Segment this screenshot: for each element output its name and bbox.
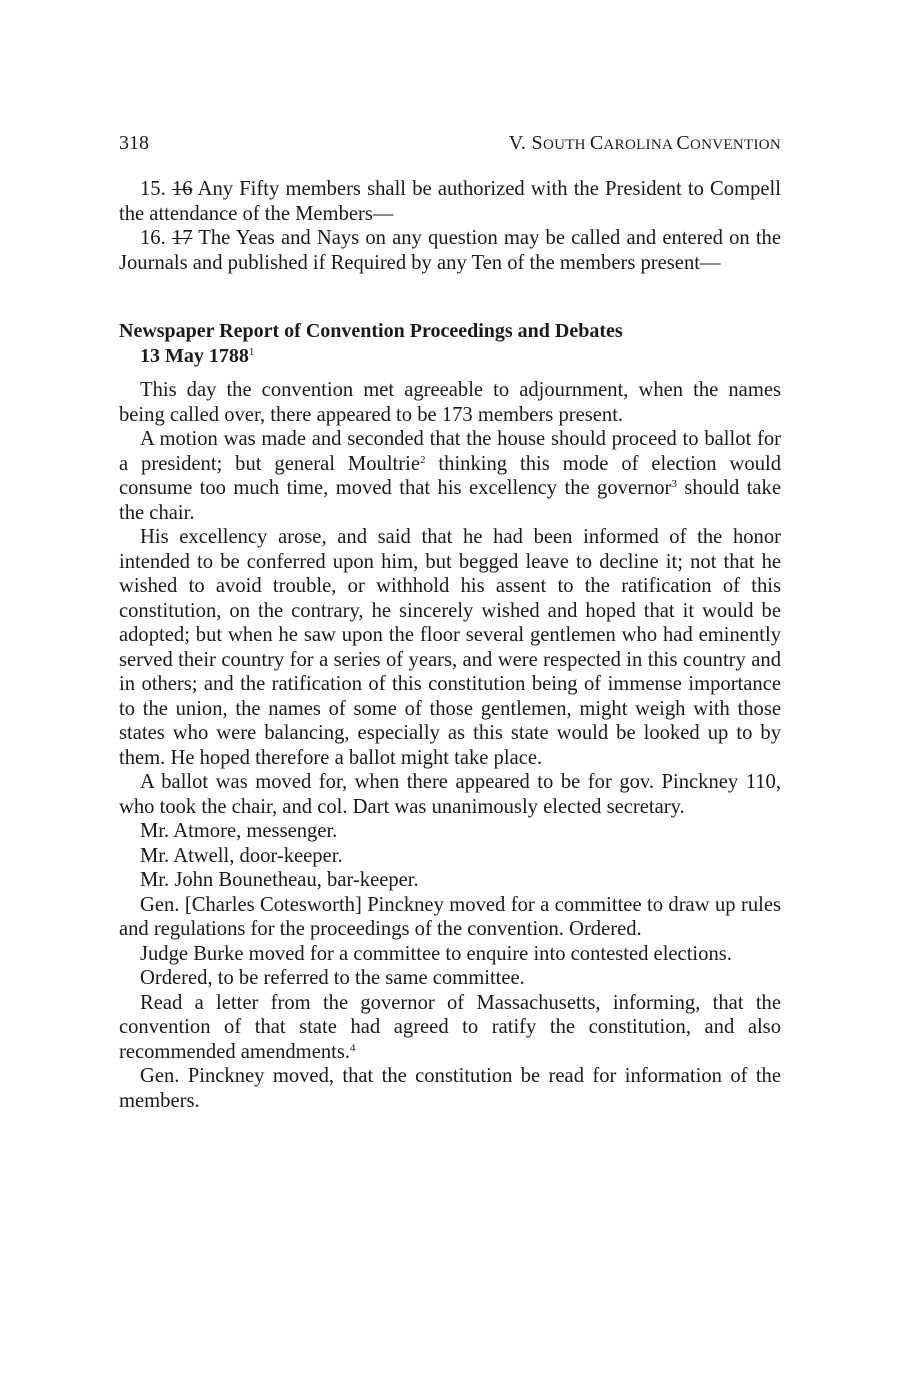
paragraph-text: Gen. [Charles Cotesworth] Pinckney moved for a committee to draw up rules and regulations for the proceedings of the convention. Ordered. xyxy=(119,893,781,940)
report-paragraph xyxy=(119,1064,781,1113)
rule-item xyxy=(119,177,781,226)
report-paragraph xyxy=(119,942,781,967)
running-title-part: C xyxy=(676,132,690,154)
section-heading xyxy=(119,319,781,368)
running-title-part: C xyxy=(589,132,604,154)
report-paragraphs xyxy=(119,378,781,1113)
document-body xyxy=(119,177,781,1113)
report-paragraph xyxy=(119,378,781,427)
rule-number: 16. xyxy=(140,227,166,249)
paragraph-text: Mr. Atmore, messenger. xyxy=(140,820,338,842)
running-title-part: OUTH xyxy=(542,137,590,153)
footnote-ref: 4 xyxy=(350,1041,356,1054)
report-paragraph xyxy=(119,427,781,525)
rule-item xyxy=(119,226,781,275)
paragraph-text: Mr. Atwell, door-keeper. xyxy=(140,844,343,867)
running-title-part: AROLINA xyxy=(603,137,677,153)
running-title xyxy=(509,128,781,160)
struck-rule-number: 17 xyxy=(171,227,193,249)
rule-text: The Yeas and Nays on any question may be called and entered on the Journals and published if Required by any Ten of the members present— xyxy=(119,227,781,274)
paragraph-text: Read a letter from the governor of Massachusetts, informing, that the convention of that state had agreed to ratify the constitution, and also recommended amendments. xyxy=(119,991,781,1063)
rule-text: Any Fifty members shall be authorized with the President to Compell the attendance of the Members— xyxy=(119,178,781,225)
footnote-ref: 2 xyxy=(420,453,426,466)
paragraph-text: This day the convention met agreeable to adjournment, when the names being called over, there appeared to be 173 members present. xyxy=(119,379,781,426)
report-paragraph xyxy=(119,844,781,869)
report-paragraph xyxy=(119,770,781,819)
report-paragraph xyxy=(119,966,781,991)
paragraph-text: A motion was made and seconded that the house should proceed to ballot for a president; but general Moultrie xyxy=(119,428,781,475)
footnote-ref: 1 xyxy=(248,345,255,358)
report-paragraph xyxy=(119,868,781,893)
struck-rule-number: 16 xyxy=(171,178,193,200)
report-paragraph xyxy=(119,525,781,770)
paragraph-text: thinking this mode of election would consume too much time, moved that his excellency the governor xyxy=(119,452,782,499)
report-paragraph xyxy=(119,893,781,942)
paragraph-text: His excellency arose, and said that he had been informed of the honor intended to be conferred upon him, but begged leave to decline it; not that he wished to avoid trouble, or withhold his assent to the ratification of this constitution, on the contrary, he sincerely wished and hoped that it would be adopted; but when he saw upon the floor several gentlemen who had eminently served their country for a series of years, and were respected in this country and in others; and the ratification of this constitution being of immense importance to the union, the names of some of those gentlemen, might weigh with those states who were balancing, especially as this state would be looked up to by them. He hoped therefore a ballot might take place. xyxy=(119,526,781,769)
paragraph-text: Judge Burke moved for a committee to enquire into contested elections. xyxy=(140,942,732,965)
paragraph-text: Mr. John Bounetheau, bar-keeper. xyxy=(140,869,419,891)
rules-list xyxy=(119,177,781,275)
paragraph-text: should take the chair. xyxy=(119,477,781,524)
paragraph-text: A ballot was moved for, when there appeared to be for gov. Pinckney 110, who took the chair, and col. Dart was unanimously elected secretary. xyxy=(119,771,781,818)
running-title-part: ONVENTION xyxy=(689,137,781,153)
footnote-ref: 3 xyxy=(671,478,677,490)
section-date-line xyxy=(119,344,781,369)
paragraph-text: Ordered, to be referred to the same committee. xyxy=(140,967,525,989)
running-title-part: V. S xyxy=(508,132,543,154)
rule-number: 15. xyxy=(140,178,166,200)
section-date: 13 May 1788 xyxy=(140,344,249,367)
running-head xyxy=(119,128,781,158)
paragraph-text: Gen. Pinckney moved, that the constitution be read for information of the members. xyxy=(119,1065,781,1112)
page-number: 318 xyxy=(119,132,149,154)
report-paragraph xyxy=(119,991,781,1065)
section-title: Newspaper Report of Convention Proceedings and Debates xyxy=(119,320,623,342)
report-paragraph xyxy=(119,819,781,844)
